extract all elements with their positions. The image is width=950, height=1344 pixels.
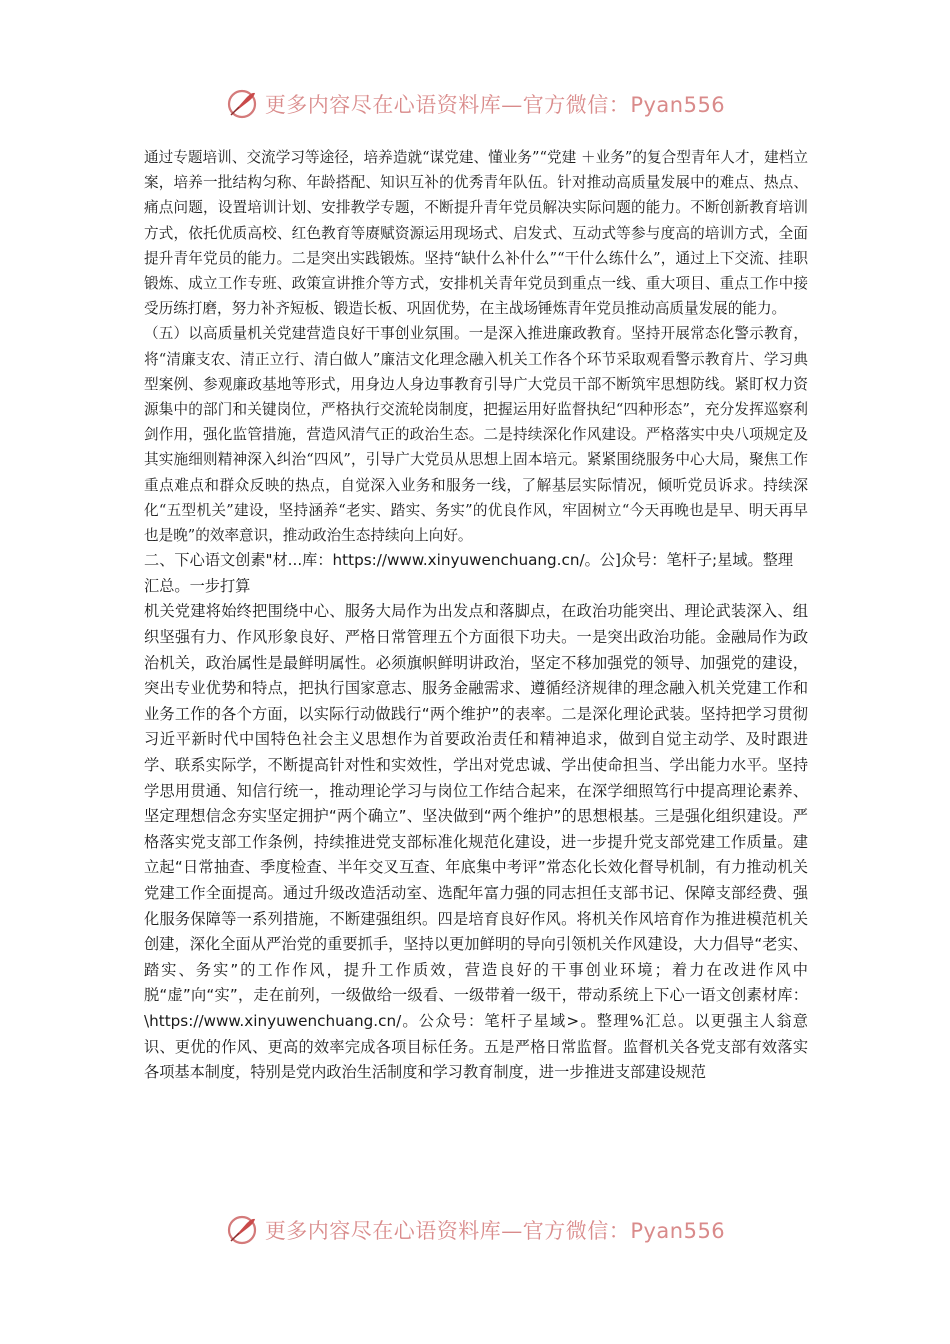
footer-wechat-id: Pyan556 xyxy=(630,1219,726,1243)
header-banner-text xyxy=(265,89,725,119)
paragraph-party-building-plan: 机关党建将始终把围绕中心、服务大局作为出发点和落脚点，在政治功能突出、理论武装深入、组织坚强有力、作风形象良好、严格日常管理五个方面很下功夫。一是突出政治功能。金融局作为政治机关，政治属性是最鲜明属性。必须旗帜鲜明讲政治，坚定不移加强党的领导、加强党的建设，突出专业优势和特点，把执行国家意志、服务金融需求、遵循经济规律的理念融入机关党建工作和业务工作的各个方面，以实际行动做践行“两个维护”的表率。二是深化理论武装。坚持把学习贯彻习近平新时代中国特色社会主义思想作为首要政治责任和精神追求，做到自觉主动学、及时跟进学、联系实际学，不断提高针对性和实效性，学出对党忠诚、学出使命担当、学出能力水平。坚持学思用贯通、知信行统一，推动理论学习与岗位工作结合起来，在深学细照笃行中提高理论素养、坚定理想信念夯实坚定拥护“两个确立”、坚决做到“两个维护”的思想根基。三是强化组织建设。严格落实党支部工作条例，持续推进党支部标准化规范化建设，进一步提升党支部党建工作质量。建立起“日常抽查、季度检查、半年交叉互查、年底集中考评”常态化长效化督导机制，有力推动机关党建工作全面提高。通过升级改造活动室、选配年富力强的同志担任支部书记、保障支部经费、强化服务保障等一系列措施，不断建强组织。四是培育良好作风。将机关作风培育作为推进模范机关创建，深化全面从严治党的重要抓手，坚持以更加鲜明的导向引领机关作风建设，大力倡导“老实、踏实、务实”的工作作风，提升工作质效，营造良好的干事创业环境；着力在改进作风中脱“虚”向“实”，走在前列，一级做给一级看、一级带着一级干，带动系统上下心一语文创素材库：\https://www.xinyuwenchuang.cn/。公众号：笔杆子星域>。整理%汇总。以更强主人翁意识、更优的作风、更高的效率完成各项目标任务。五是严格日常监督。监督机关各党支部有效落实各项基本制度，特别是党内政治生活制度和学习教育制度，进一步推进支部建设规范 xyxy=(144,602,808,1082)
paragraph-youth-training: 通过专题培训、交流学习等途径，培养造就“谋党建、懂业务”“党建 ＋业务”的复合型青年人才，建档立案，培养一批结构匀称、年龄搭配、知识互补的优秀青年队伍。针对推动高质量发展中的难点、热点、痛点问题，设置培训计划、安排教学专题，不断提升青年党员解决实际问题的能力。不断创新教育培训方式，依托优质高校、红色教育等赓赋资源运用现场式、启发式、互动式等参与度高的培训方式，全面提升青年党员的能力。二是突出实践锻炼。坚持“缺什么补什么”“干什么练什么”，通过上下交流、挂职锻炼、成立工作专班、政策宣讲推介等方式，安排机关青年党员到重点一线、重大项目、重点工作中接受历练打磨，努力补齐短板、锻造长板、巩固优势，在主战场锤炼青年党员推动高质量发展的能力。 xyxy=(144,149,808,318)
header-wechat-id: Pyan556 xyxy=(630,93,726,117)
quill-logo-icon xyxy=(225,87,259,121)
footer-banner-label: 更多内容尽在心语资料库—官方微信： xyxy=(264,1219,631,1243)
paragraph-integrity-culture: （五）以高质量机关党建营造良好干事创业氛围。一是深入推进廉政教育。坚持开展常态化警示教育，将“清廉支农、清正立行、清白做人”廉洁文化理念融入机关工作各个环节采取观看警示教育片、学习典型案例、参观廉政基地等形式，用身边人身边事教育引导广大党员干部不断筑牢思想防线。紧盯权力资源集中的部门和关键岗位，严格执行交流轮岗制度，把握运用好监督执纪“四种形态”，充分发挥巡察利剑作用，强化监管措施，营造风清气正的政治生态。二是持续深化作风建设。严格落实中央八项规定及其实施细则精神深入纠治“四风”，引导广大党员从思想上固本培元。紧紧围绕服务中心大局，聚焦工作重点难点和群众反映的热点，自觉深入业务和服务一线，了解基层实际情况，倾听党员诉求。持续深化“五型机关”建设，坚持涵养“老实、踏实、务实”的优良作风，牢固树立“今天再晚也是早、明天再早也是晚”的效率意识，推动政治生态持续向上向好。 xyxy=(144,325,808,545)
header-banner-label: 更多内容尽在心语资料库—官方微信： xyxy=(264,93,631,117)
document-body xyxy=(144,145,808,1086)
header-banner xyxy=(0,84,950,124)
quill-logo-icon xyxy=(225,1213,259,1247)
footer-banner-text xyxy=(265,1215,725,1245)
footer-banner xyxy=(0,1210,950,1250)
section-heading-next-steps: 二、下心语文创素"材...库：https://www.xinyuwenchuang.cn/。公]众号：笔杆子;星域。整理汇总。一步打算 xyxy=(144,551,794,595)
